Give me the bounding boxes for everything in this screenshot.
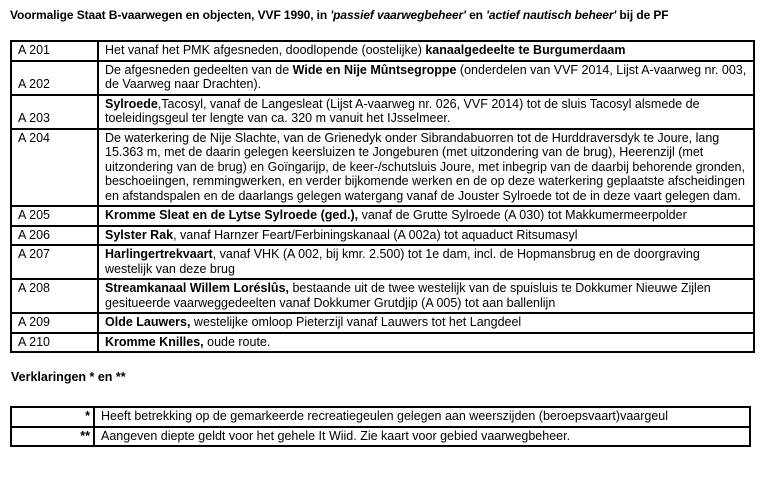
- table-row: [11, 95, 754, 129]
- verklaringen-table-body: [11, 407, 750, 446]
- waterway-code: A 210: [11, 333, 98, 353]
- waterway-description-segment: Kromme Sleat en de Lytse Sylroede (ged.),: [105, 208, 359, 222]
- footnote-text: Aangeven diepte geldt voor het gehele It Wiid. Zie kaart voor gebied vaarwegbeheer.: [94, 427, 750, 447]
- table-row: [11, 333, 754, 353]
- footnote-row: [11, 407, 750, 427]
- waterway-description-segment: , vanaf Harnzer Feart/Ferbiningskanaal (A 002a) tot aquaduct Ritsumasyl: [173, 227, 578, 242]
- waterway-code: A 207: [11, 245, 98, 279]
- waterway-description: [98, 61, 754, 95]
- waterway-description: [98, 226, 754, 246]
- waterway-description-segment: Het vanaf het PMK afgesneden, doodlopende (oostelijke): [105, 43, 426, 57]
- title-segment: en: [465, 8, 487, 22]
- waterway-code: A 205: [11, 206, 98, 226]
- waterway-description-segment: De waterkering de Nije Slachte, van de Grienedyk onder Sibrandabuorren tot de Hurddraversdyk te Joure, lang 15.363 m, met de daarin gelegen keersluizen te Jongeburen (met uitzondering van de brug), Heerenzijl (met uitzondering van de brug) en Goïngarijp, de keer-/schutsluis Joure, met inbegrip van de daarbij behorende gronden, beschoeiingen, remmingwerken, en verder bijkomende werken en de op deze waterkering geplaatste afscheidingen en afstandspalen en de daarlangs gelegen watergang vanaf de Jouster Sylroede tot de in deze vaart gelegen dam.: [105, 130, 745, 203]
- waterway-table: [10, 40, 755, 353]
- waterway-description: [98, 245, 754, 279]
- waterway-description-segment: , vanaf VHK (A 002, bij kmr. 2.500) tot 1e dam, incl. de Hopmansbrug en de doorgraving westelijk van deze brug: [105, 247, 700, 276]
- waterway-description-segment: Streamkanaal Willem Loréslûs,: [105, 281, 289, 295]
- waterway-description: [98, 279, 754, 313]
- waterway-code: A 201: [11, 41, 98, 61]
- table-row: [11, 206, 754, 226]
- title-segment: 'passief vaarwegbeheer': [330, 8, 466, 22]
- table-row: [11, 279, 754, 313]
- waterway-description-segment: vanaf de Grutte Sylroede (A 030) tot Makkumermeerpolder: [358, 208, 687, 222]
- waterway-description: [98, 206, 754, 226]
- footnote-row: [11, 427, 750, 447]
- waterway-description-segment: oude route.: [203, 334, 271, 349]
- waterway-description: [98, 313, 754, 333]
- title-segment: Voormalige Staat B-vaarwegen en objecten, VVF 1990, in: [10, 8, 331, 22]
- footnote-marker: **: [11, 427, 94, 447]
- waterway-description: [98, 129, 754, 207]
- waterway-description-segment: Sylroede: [105, 96, 158, 111]
- waterway-code: A 209: [11, 313, 98, 333]
- verklaringen-heading: Verklaringen * en **: [11, 370, 126, 384]
- table-row: [11, 41, 754, 61]
- waterway-code: A 208: [11, 279, 98, 313]
- table-row: [11, 313, 754, 333]
- title-segment: bij de PF: [616, 8, 669, 22]
- waterway-description-segment: De afgesneden gedeelten van de: [105, 62, 293, 77]
- table-row: [11, 129, 754, 207]
- waterway-code: A 206: [11, 226, 98, 246]
- footnote-marker: *: [11, 407, 94, 427]
- waterway-description: [98, 95, 754, 129]
- waterway-description-segment: Kromme Knilles,: [105, 334, 204, 349]
- document-title: [10, 8, 769, 22]
- waterway-description-segment: Sylster Rak: [105, 227, 174, 242]
- waterway-description-segment: bestaande uit de twee westelijk van de spuisluis te Dokkumer Nieuwe Zijlen gesitueerde vaarweggedeelten vanaf Dokkumer Grutdjip (A 005) tot aan ballenlijn: [105, 281, 711, 310]
- waterway-description-segment: Wide en Nije Mûntsegroppe: [292, 62, 457, 77]
- waterway-description-segment: (onderdelen van VVF 2014, Lijst A-vaarweg nr. 003, de Vaarweg naar Drachten).: [105, 62, 747, 91]
- footnote-text: Heeft betrekking op de gemarkeerde recreatiegeulen gelegen aan weerszijden (beroepsvaart)vaargeul: [94, 407, 750, 427]
- waterway-description-segment: kanaalgedeelte te Burgumerdaam: [425, 43, 626, 57]
- document-page: [0, 8, 769, 478]
- table-row: [11, 226, 754, 246]
- waterway-description: [98, 41, 754, 61]
- waterway-description: [98, 333, 754, 353]
- table-row: [11, 245, 754, 279]
- waterway-code: A 202: [11, 61, 98, 95]
- waterway-description-segment: Harlingertrekvaart: [105, 247, 213, 261]
- waterway-description-segment: westelijke omloop Pieterzijl vanaf Lauwers tot het Langdeel: [190, 315, 522, 329]
- waterway-code: A 204: [11, 129, 98, 207]
- table-row: [11, 61, 754, 95]
- waterway-description-segment: ,Tacosyl, vanaf de Langesleat (Lijst A-vaarweg nr. 026, VVF 2014) tot de sluis Tacosyl alsmede de toeleidingsgeul ter lengte van ca. 320 m vanuit het IJsselmeer.: [105, 96, 700, 125]
- waterway-description-segment: Olde Lauwers,: [105, 315, 191, 329]
- verklaringen-table: [10, 406, 751, 447]
- waterway-table-body: [11, 41, 754, 352]
- title-segment: 'actief nautisch beheer': [486, 8, 617, 22]
- waterway-code: A 203: [11, 95, 98, 129]
